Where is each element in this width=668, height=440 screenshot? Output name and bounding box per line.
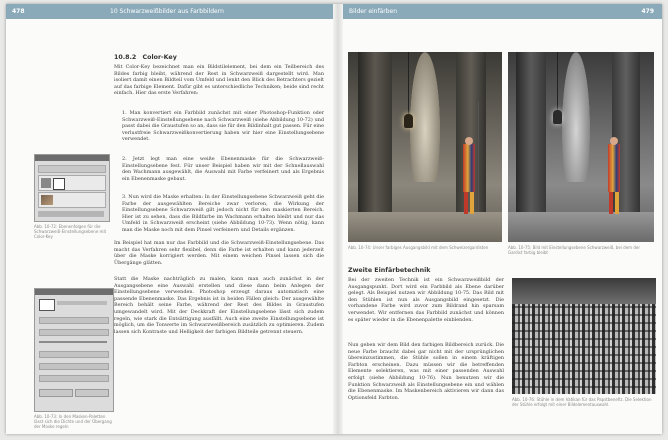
section-number: 10.8.2 — [114, 54, 137, 61]
left-page-number: 478 — [12, 8, 25, 15]
right-section-heading: Zweite Einfärbetechnik — [348, 267, 431, 274]
left-caption-1: Abb. 10-72: Ebenenfolgen für die Schwarzweiß-Einstellungsebene mit Color-Key — [34, 224, 107, 240]
book-gutter — [333, 4, 343, 434]
layers-panel-screenshot — [34, 154, 110, 222]
left-step-3: 3. Nun wird die Maske erhalten: In der Einstellungsebene Schwarzweiß geht die Farbe der ausgewählten Bereiche zwar verloren, die Wirkung der Einstellungsebene Schwarzweiß gilt jedoch nicht für den maskierten Bereich. Hier ist zu sehen, dass die Bildfarbe im Wachmann erhalten bleibt und nur das Umfeld in Schwarzweiß erscheint (siehe Abbildung 10-73). Wenn nötig, kann man die Maske noch mit dem Pinsel verfeinern und Details ergänzen. — [122, 194, 324, 233]
left-section-heading — [114, 54, 177, 61]
left-step-2: 2. Jetzt legt man eine weiße Ebenenmaske für die Schwarzweiß-Einstellungsebene fest. Für unser Beispiel haben wir mit der Schnellauswahl den Wachmann ausgewählt, die Auswahl mit Farbe verfeinert und als Ergebnis ein Ebenenmaske gebaut. — [122, 156, 324, 182]
right-page-number: 479 — [641, 8, 654, 15]
book-spread — [6, 4, 662, 434]
right-caption-2: Abb. 10-75: Bild mit Einstellungsebene Schwarzweiß, bei dem der Gardist farbig bleibt — [508, 245, 640, 256]
left-step-1: 1. Man konvertiert ein Farbbild zunächst mit einer Photoshop-Funktion oder Schwarzweiß-Einstellungsebene nach Schwarzweiß (siehe Abbildung 10-72) und passt dabei die Graustufen so an, dass sie für den Bildinhalt gut passen. Für eine verlustfreie Schwarzweißkonvertierung haben wir hier eine Einstellungsebene verwendet. — [122, 110, 324, 143]
photo-chairs — [512, 278, 656, 394]
right-caption-3: Abb. 10-76: Stühle in dem Vatikan für das Papstbenefiz. Die Selektion der Stühle erfolgt mit einer Bildelementauswahl. — [512, 397, 652, 408]
right-page-title: Bilder einfärben — [349, 8, 398, 15]
mask-panel-screenshot — [34, 288, 114, 412]
photo-guard-color — [348, 52, 502, 242]
photo-guard-colorkey — [508, 52, 654, 242]
right-paragraph-1: Bei der zweiten Technik ist ein Schwarzweißbild der Ausgangspunkt. Dort wird ein Farbbild als Ebene darüber gelegt. Als Beispiel nutzen wir Abbildung 10-75. Das Bild mit den Stühlen ist nun als Ausgangsbild eingesetzt. Die vorhandene Farbe wird zuvor zum Bildrand hin sparsam verwendet. Wir entfernen das Farbbild zunächst und können es später wieder in die Ebenenpalette einblenden. — [348, 277, 504, 323]
right-header-bar — [343, 4, 662, 19]
left-caption-2: Abb. 10-73: In den Masken-Paletten lässt sich die Dichte und der Übergang der Maske regeln — [34, 414, 112, 430]
left-paragraph-1: Mit Color-Key bezeichnet man ein Bildstilelement, bei dem ein Teilbereich des Bildes farbig bleibt, während der Rest in Schwarzweiß dargestellt wird. Man isoliert damit einen Bildteil vom Umfeld und lenkt den Blick des Betrachters gezielt auf das farbige Element. Dafür gibt es unterschiedliche Techniken; beide sind recht einfach. Hier das erste Verfahren: — [114, 64, 324, 97]
left-paragraph-2: Im Beispiel hat man nur das Farbbild und die Schwarzweiß-Einstellungsebene. Das macht das Verfahren sehr flexibel, denn die Farbe ist erhalten und kann jederzeit über die Maske korrigiert werden. Mit einem weichen Pinsel lassen sich die Übergänge glätten. — [114, 240, 324, 266]
left-paragraph-3: Statt die Maske nachträglich zu malen, kann man auch zunächst in der Ausgangsebene eine Auswahl erstellen und diese dann beim Anlegen der Einstellungsebene verwenden. Photoshop erzeugt daraus automatisch eine passende Ebenenmaske. Das Ergebnis ist in beiden Fällen gleich: Der ausgewählte Bereich behält seine Farbe, während der Rest des Bildes in Graustufen umgewandelt wird. Mit der Deckkraft der Einstellungsebene lässt sich zudem regeln, wie stark die Entsättigung ausfällt. Auch eine zweite Einstellungsebene ist möglich, um die Tonwerte im Schwarzweißbereich zusätzlich zu optimieren. Zudem lassen sich Kontraste und Helligkeit der farbigen Bildteile getrennt steuern. — [114, 276, 324, 335]
right-caption-1: Abb. 10-74: Unser farbiges Ausgangsbild mit dem Schweizergardisten — [348, 245, 489, 250]
left-chapter-title: 10 Schwarzweißbilder aus Farbbildern — [110, 8, 224, 15]
section-title: Color-Key — [142, 54, 177, 61]
left-header-bar — [6, 4, 333, 19]
right-paragraph-2: Nun geben wir dem Bild den farbigen Bildbereich zurück. Die neue Farbe braucht dabei gar nicht mit der ursprünglichen übereinzustimmen, die Stühle sollen in einem kräftigen Farbton erscheinen. Dazu müssen wir die betreffenden Elemente selektieren, was mit einer passenden Auswahl erfolgt (siehe Abbildung 10-76). Nun benutzen wir die Funktion Schwarzweiß als Einstellungsebene ein und wählen die Ebenenmaske. Im Maskenbereich aktivieren wir dann das Optionsfeld Farbton. — [348, 342, 504, 401]
